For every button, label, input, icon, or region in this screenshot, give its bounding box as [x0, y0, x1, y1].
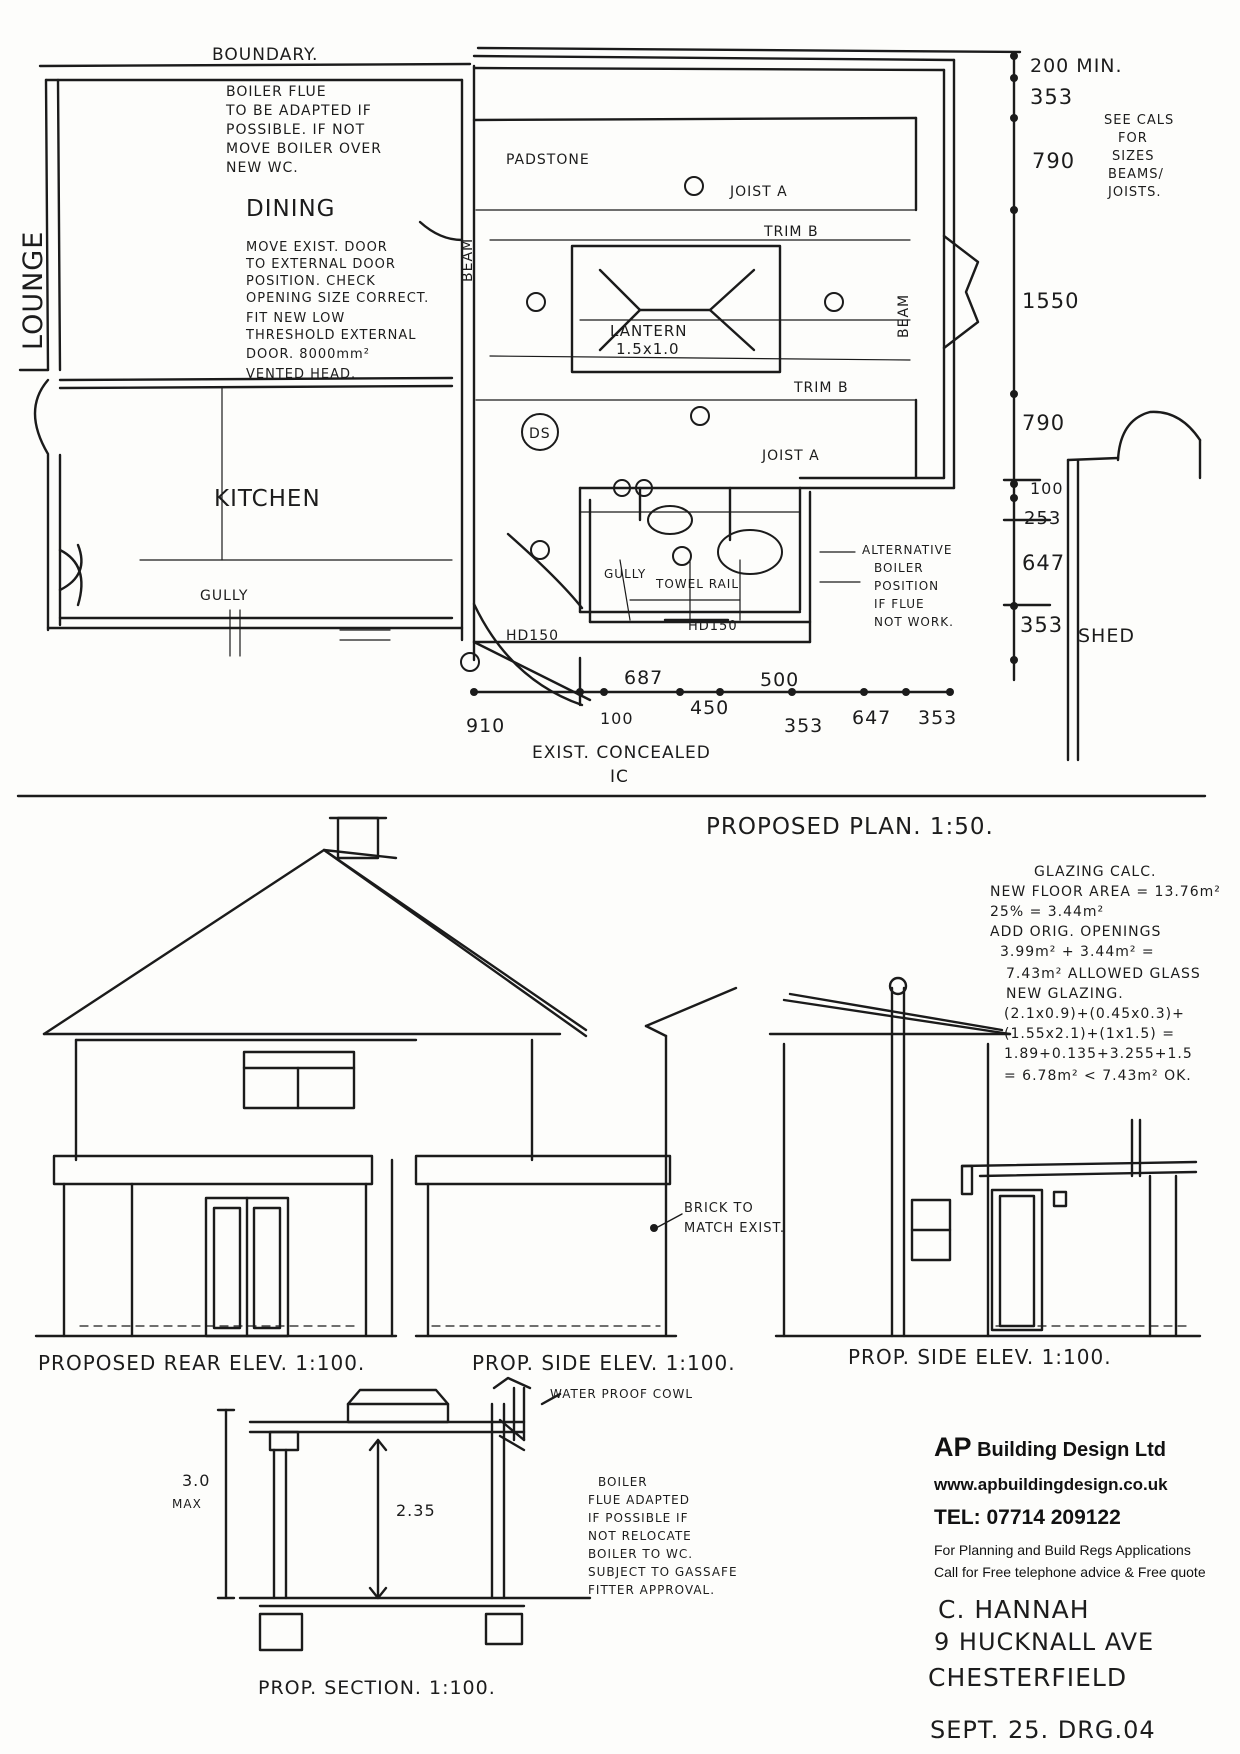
client-name: C. HANNAH [938, 1595, 1090, 1624]
see-calcs-note: SEE CALS FOR SIZES BEAMS/ JOISTS. [1104, 113, 1175, 200]
glazing-calc-text: GLAZING CALC. NEW FLOOR AREA = 13.76m² 25% = 3.44m² ADD ORIG. OPENINGS 3.99m² + 3.44m² = 7.43m² ALLOWED GLASS NEW GLAZING. (2.1x0.9)+(0.45x0.3)+ (1.55x2.1)+(1x1.5) = 1.89+0.135+3.255+1.5 = 6.78m² < 7.43m² OK. [990, 864, 1221, 1084]
dims-right [1020, 85, 1079, 637]
dim-bottom-353b: 353 [918, 707, 958, 729]
joist-a-top-label: JOIST A [730, 184, 788, 200]
boiler-flue-note: BOILER FLUE TO BE ADAPTED IF POSSIBLE. IF NOT MOVE BOILER OVER NEW WC. [226, 84, 382, 176]
dining-label: DINING [246, 196, 336, 222]
waterproof-cowl-label: WATER PROOF COWL [550, 1387, 694, 1401]
lantern-label: LANTERN 1.5x1.0 [610, 322, 688, 358]
dim-bottom-687: 687 [624, 667, 664, 689]
gully-mid-label: GULLY [604, 567, 647, 581]
dim-right-1550: 1550 [1022, 289, 1080, 313]
towel-rail-label: TOWEL RAIL [656, 577, 740, 591]
dim-right-253: 253 [1024, 508, 1062, 529]
dim-bottom-450: 450 [690, 697, 730, 719]
section-boiler-note: BOILER FLUE ADAPTED IF POSSIBLE IF NOT RELOCATE BOILER TO WC. SUBJECT TO GASSAFE FITTER APPROVAL. [588, 1475, 738, 1597]
company-telephone: TEL: 07714 209122 [934, 1506, 1121, 1529]
dim-right-353a: 353 [1030, 85, 1074, 109]
dim-right-100: 100 [1030, 479, 1064, 498]
glazing-calc [990, 864, 1226, 1084]
hd150-left-label: HD150 [506, 628, 560, 644]
side-elevation-2-title: PROP. SIDE ELEV. 1:100. [848, 1345, 1112, 1369]
side-elevation-1-title: PROP. SIDE ELEV. 1:100. [472, 1351, 736, 1375]
lounge-label: LOUNGE [18, 230, 49, 350]
drawing-reference: SEPT. 25. DRG.04 [930, 1716, 1156, 1744]
hd150-right-label: HD150 [688, 619, 738, 634]
company-website: www.apbuildingdesign.co.uk [934, 1475, 1168, 1494]
dim-bottom-100: 100 [600, 709, 634, 728]
client-block [928, 1595, 1156, 1744]
dim-right-647: 647 [1022, 551, 1066, 575]
dim-bottom-353a: 353 [784, 715, 824, 737]
min-200-label: 200 MIN. [1030, 55, 1123, 77]
dim-bottom-647: 647 [852, 707, 892, 729]
dim-right-790b: 790 [1022, 411, 1066, 435]
dim-bottom-910: 910 [466, 715, 506, 737]
section-inner-height: 2.35 [396, 1501, 436, 1520]
exist-concealed-ic-label: EXIST. CONCEALED IC [532, 743, 711, 787]
brick-to-match-note: BRICK TO MATCH EXIST. [684, 1201, 786, 1236]
client-address-2: CHESTERFIELD [928, 1663, 1128, 1692]
kitchen-label: KITCHEN [214, 486, 321, 512]
door-note: MOVE EXIST. DOOR TO EXTERNAL DOOR POSITION. CHECK OPENING SIZE CORRECT. FIT NEW LOW THRESHOLD EXTERNAL DOOR. 8000mm² VENTED HEAD. [246, 240, 430, 382]
shed-label: SHED [1078, 625, 1135, 647]
section-title: PROP. SECTION. 1:100. [258, 1677, 496, 1699]
plan-labels [18, 45, 1179, 840]
company-name: AP Building Design Ltd [934, 1432, 1166, 1462]
downpipe-ds-label: DS [529, 426, 551, 442]
trim-b-bottom-label: TRIM B [794, 380, 849, 396]
client-address-1: 9 HUCKNALL AVE [934, 1628, 1155, 1656]
section-max-height: 3.0 MAX [172, 1471, 211, 1511]
dim-right-790a: 790 [1032, 149, 1076, 173]
joist-a-bottom-label: JOIST A [762, 448, 820, 464]
dim-bottom-500: 500 [760, 669, 800, 691]
company-title-block [933, 1432, 1206, 1580]
rear-elevation-title: PROPOSED REAR ELEV. 1:100. [38, 1351, 366, 1375]
trim-b-top-label: TRIM B [764, 224, 819, 240]
company-line-2: Call for Free telephone advice & Free quote [934, 1564, 1206, 1580]
padstone-label: PADSTONE [506, 152, 590, 168]
dim-right-353b: 353 [1020, 613, 1064, 637]
alt-boiler-note: ALTERNATIVE BOILER POSITION IF FLUE NOT WORK. [862, 543, 954, 629]
gully-left-label: GULLY [200, 588, 249, 604]
brick-note-leader [656, 1214, 682, 1228]
dims-bottom [466, 667, 957, 737]
proposed-plan-title: PROPOSED PLAN. 1:50. [706, 814, 994, 840]
company-line-1: For Planning and Build Regs Applications [934, 1542, 1191, 1558]
plan-symbols [461, 177, 843, 671]
beam-right-label: BEAM [896, 293, 912, 338]
dimension-ticks [470, 52, 1018, 696]
beam-left-label: BEAM [460, 237, 476, 282]
section-labels [172, 1387, 742, 1699]
boundary-label: BOUNDARY. [212, 45, 319, 65]
